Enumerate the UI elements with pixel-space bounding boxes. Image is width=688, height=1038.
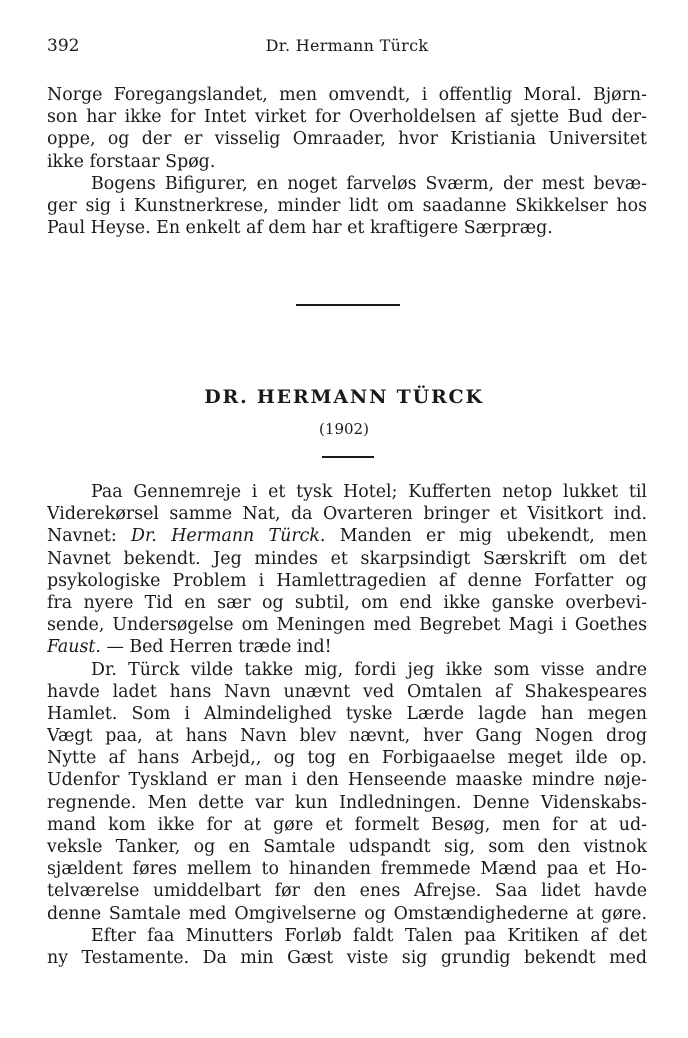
- text-line: Paa Gennemreje i et tysk Hotel; Kufferten netop lukket til: [91, 482, 647, 502]
- text-line: Dr. Türck vilde takke mig, fordi jeg ikke som visse andre: [91, 659, 647, 680]
- text-line: psykologiske Problem i Hamlettragedien af denne Forfatter og: [47, 570, 647, 591]
- page-header: [47, 36, 647, 62]
- text-line: Bogens Bifigurer, en noget farveløs Sværm, der mest bevæ-: [91, 173, 647, 194]
- title-underline: [322, 456, 374, 458]
- text-line: fra nyere Tid en sær og subtil, om end ikke ganske overbevi-: [47, 592, 647, 613]
- text-line: ny Testamente. Da min Gæst viste sig grundig bekendt med: [47, 947, 647, 968]
- intro-text: [47, 84, 647, 239]
- text-line: oppe, og der er visselig Omraader, hvor Kristiania Universitet: [47, 129, 647, 150]
- text-fragment: Manden er mig ubekendt, men: [339, 526, 647, 547]
- text-line: havde ladet hans Navn unævnt ved Omtalen af Shakespeares: [47, 681, 647, 702]
- text-line: sjældent føres mellem to hinanden fremmede Mænd paa et Ho-: [47, 859, 647, 880]
- body-text: [47, 481, 647, 969]
- text-line: telværelse umiddelbart før den enes Afrejse. Saa lidet havde: [47, 881, 647, 902]
- section-divider: [296, 304, 400, 306]
- section-year: (1902): [319, 420, 369, 438]
- text-line: Efter faa Minutters Forløb faldt Talen paa Kritiken af det: [91, 925, 647, 946]
- text-line: [47, 636, 647, 658]
- text-line: Vægt paa, at hans Navn blev nævnt, hver Gang Nogen drog: [47, 726, 647, 747]
- emphasis-name: Dr. Hermann Türck.: [131, 526, 326, 547]
- text-line: Paul Heyse. En enkelt af dem har et kraftigere Særpræg.: [47, 218, 553, 239]
- text-line: son har ikke for Intet virket for Overholdelsen af sjette Bud der-: [47, 107, 647, 128]
- text-line: ger sig i Kunstnerkrese, minder lidt om saadanne Skikkelser hos: [47, 195, 647, 216]
- text-line: Norge Foregangslandet, men omvendt, i offentlig Moral. Bjørn-: [47, 85, 647, 105]
- text-line: Navnet bekendt. Jeg mindes et skarpsindigt Særskrift om det: [47, 548, 647, 569]
- text-line: veksle Tanker, og en Samtale udspandt sig, som den vistnok: [47, 837, 647, 857]
- text-line: regnende. Men dette var kun Indledningen. Denne Videnskabs-: [47, 792, 647, 813]
- text-line: [47, 525, 647, 547]
- text-line: Udenfor Tyskland er man i den Henseende maaske mindre nøje-: [47, 770, 647, 791]
- text-line: Hamlet. Som i Almindelighed tyske Lærde lagde han megen: [47, 703, 647, 724]
- text-line: Viderekørsel samme Nat, da Ovarteren bringer et Visitkort ind.: [47, 504, 647, 525]
- text-line: mand kom ikke for at gøre et formelt Besøg, men for at ud-: [47, 814, 647, 835]
- text-line: denne Samtale med Omgivelserne og Omstændighederne at gøre.: [47, 903, 647, 924]
- text-line: Nytte af hans Arbejd,, og tog en Forbigaaelse meget ilde op.: [47, 748, 647, 769]
- emphasis-title: Faust.: [47, 637, 101, 658]
- text-fragment: Navnet:: [47, 526, 117, 547]
- text-line: ikke forstaar Spøg.: [47, 151, 216, 172]
- text-fragment: — Bed Herren træde ind!: [106, 637, 332, 658]
- page-number: 392: [47, 36, 80, 56]
- running-title: Dr. Hermann Türck: [265, 36, 429, 55]
- text-line: sende, Undersøgelse om Meningen med Begrebet Magi i Goethes: [47, 615, 647, 636]
- section-title: DR. HERMANN TÜRCK: [204, 386, 484, 408]
